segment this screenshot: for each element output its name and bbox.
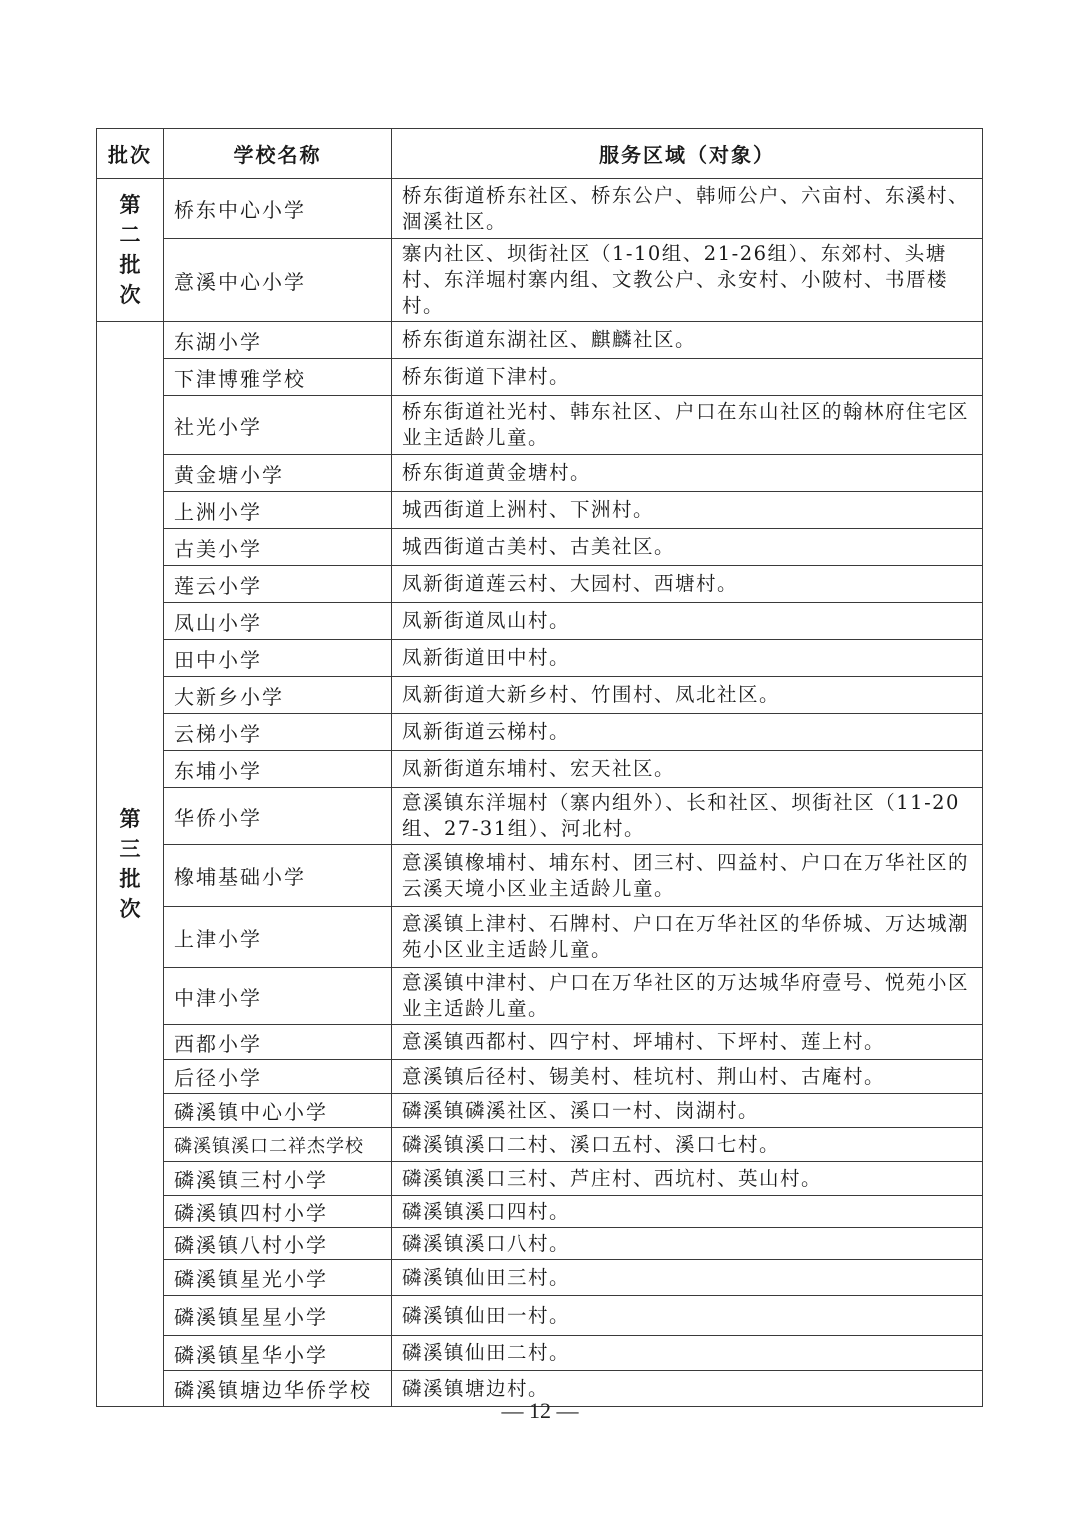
table-row [97,714,983,751]
batch-3-label: 第 三 批 次 [97,322,164,1407]
service-area: 桥东街道下津村。 [392,359,983,396]
table-row [97,492,983,529]
school-name: 磷溪镇溪口二祥杰学校 [164,1128,392,1162]
service-area: 城西街道古美村、古美社区。 [392,529,983,566]
school-service-area-table [96,128,983,1407]
table-row [97,359,983,396]
table-row [97,1228,983,1260]
service-area: 磷溪镇仙田一村。 [392,1296,983,1336]
service-area: 意溪镇东洋堀村（寨内组外）、长和社区、坝街社区（11-20组、27-31组）、河北村。 [392,788,983,845]
header-school-name: 学校名称 [164,129,392,179]
service-area: 磷溪镇塘边村。 [392,1371,983,1407]
table-row [97,603,983,640]
table-row [97,322,983,359]
page-number: — 12 — [501,1398,579,1423]
service-area: 桥东街道桥东社区、桥东公户、韩师公户、六亩村、东溪村、涸溪社区。 [392,179,983,239]
header-batch: 批次 [97,129,164,179]
table-row [97,845,983,907]
school-name: 古美小学 [164,529,392,566]
service-area: 意溪镇西都村、四宁村、坪埔村、下坪村、莲上村。 [392,1025,983,1060]
school-name: 磷溪镇星华小学 [164,1336,392,1371]
school-name: 磷溪镇星星小学 [164,1296,392,1336]
school-name: 上洲小学 [164,492,392,529]
table-header-row [97,129,983,179]
table-row [97,1025,983,1060]
service-area: 磷溪镇仙田二村。 [392,1336,983,1371]
table-row [97,640,983,677]
service-area: 寨内社区、坝街社区（1-10组、21-26组）、东郊村、头塘村、东洋堀村寨内组、文教公户、永安村、小陂村、书厝楼村。 [392,239,983,322]
header-service-area: 服务区域（对象） [392,129,983,179]
table-row [97,396,983,455]
table-row [97,179,983,239]
service-area: 凤新街道东埔村、宏天社区。 [392,751,983,788]
table-row [97,1128,983,1162]
table-row [97,677,983,714]
school-name: 黄金塘小学 [164,455,392,492]
table-row [97,1260,983,1296]
school-name: 社光小学 [164,396,392,455]
service-area: 凤新街道莲云村、大园村、西塘村。 [392,566,983,603]
service-area: 桥东街道东湖社区、麒麟社区。 [392,322,983,359]
table-row [97,1162,983,1196]
service-area: 凤新街道大新乡村、竹围村、凤北社区。 [392,677,983,714]
service-area: 意溪镇橡埔村、埔东村、团三村、四益村、户口在万华社区的云溪天境小区业主适龄儿童。 [392,845,983,907]
table-row [97,1094,983,1128]
school-name: 后径小学 [164,1060,392,1094]
service-area: 桥东街道社光村、韩东社区、户口在东山社区的翰林府住宅区业主适龄儿童。 [392,396,983,455]
school-name: 东埔小学 [164,751,392,788]
service-area: 桥东街道黄金塘村。 [392,455,983,492]
table-row [97,907,983,968]
school-name: 下津博雅学校 [164,359,392,396]
school-name: 磷溪镇八村小学 [164,1228,392,1260]
school-name: 意溪中心小学 [164,239,392,322]
service-area: 凤新街道云梯村。 [392,714,983,751]
service-area: 磷溪镇溪口三村、芦庄村、西坑村、英山村。 [392,1162,983,1196]
school-name: 中津小学 [164,968,392,1025]
table-row [97,1296,983,1336]
school-name: 上津小学 [164,907,392,968]
service-area: 磷溪镇溪口二村、溪口五村、溪口七村。 [392,1128,983,1162]
table-row [97,968,983,1025]
school-name: 华侨小学 [164,788,392,845]
table-row [97,455,983,492]
service-area: 磷溪镇磷溪社区、溪口一村、岗湖村。 [392,1094,983,1128]
school-name: 磷溪镇中心小学 [164,1094,392,1128]
service-area: 磷溪镇溪口八村。 [392,1228,983,1260]
school-name: 云梯小学 [164,714,392,751]
batch-2-label: 第 二 批 次 [97,179,164,322]
service-area: 凤新街道凤山村。 [392,603,983,640]
table-row [97,1060,983,1094]
table-row [97,566,983,603]
service-area: 城西街道上洲村、下洲村。 [392,492,983,529]
table-row [97,239,983,322]
school-name: 磷溪镇星光小学 [164,1260,392,1296]
service-area: 意溪镇上津村、石牌村、户口在万华社区的华侨城、万达城潮苑小区业主适龄儿童。 [392,907,983,968]
school-name: 磷溪镇塘边华侨学校 [164,1371,392,1407]
school-name: 大新乡小学 [164,677,392,714]
table-row [97,751,983,788]
table-row [97,1336,983,1371]
school-name: 橡埔基础小学 [164,845,392,907]
school-name: 磷溪镇四村小学 [164,1196,392,1228]
service-area: 意溪镇中津村、户口在万华社区的万达城华府壹号、悦苑小区业主适龄儿童。 [392,968,983,1025]
service-area: 磷溪镇仙田三村。 [392,1260,983,1296]
school-name: 东湖小学 [164,322,392,359]
service-area: 磷溪镇溪口四村。 [392,1196,983,1228]
table-row [97,788,983,845]
table-row [97,529,983,566]
table-row [97,1196,983,1228]
school-name: 田中小学 [164,640,392,677]
school-name: 磷溪镇三村小学 [164,1162,392,1196]
service-area: 凤新街道田中村。 [392,640,983,677]
school-name: 凤山小学 [164,603,392,640]
school-name: 西都小学 [164,1025,392,1060]
school-name: 莲云小学 [164,566,392,603]
service-area: 意溪镇后径村、锡美村、桂坑村、荆山村、古庵村。 [392,1060,983,1094]
school-name: 桥东中心小学 [164,179,392,239]
